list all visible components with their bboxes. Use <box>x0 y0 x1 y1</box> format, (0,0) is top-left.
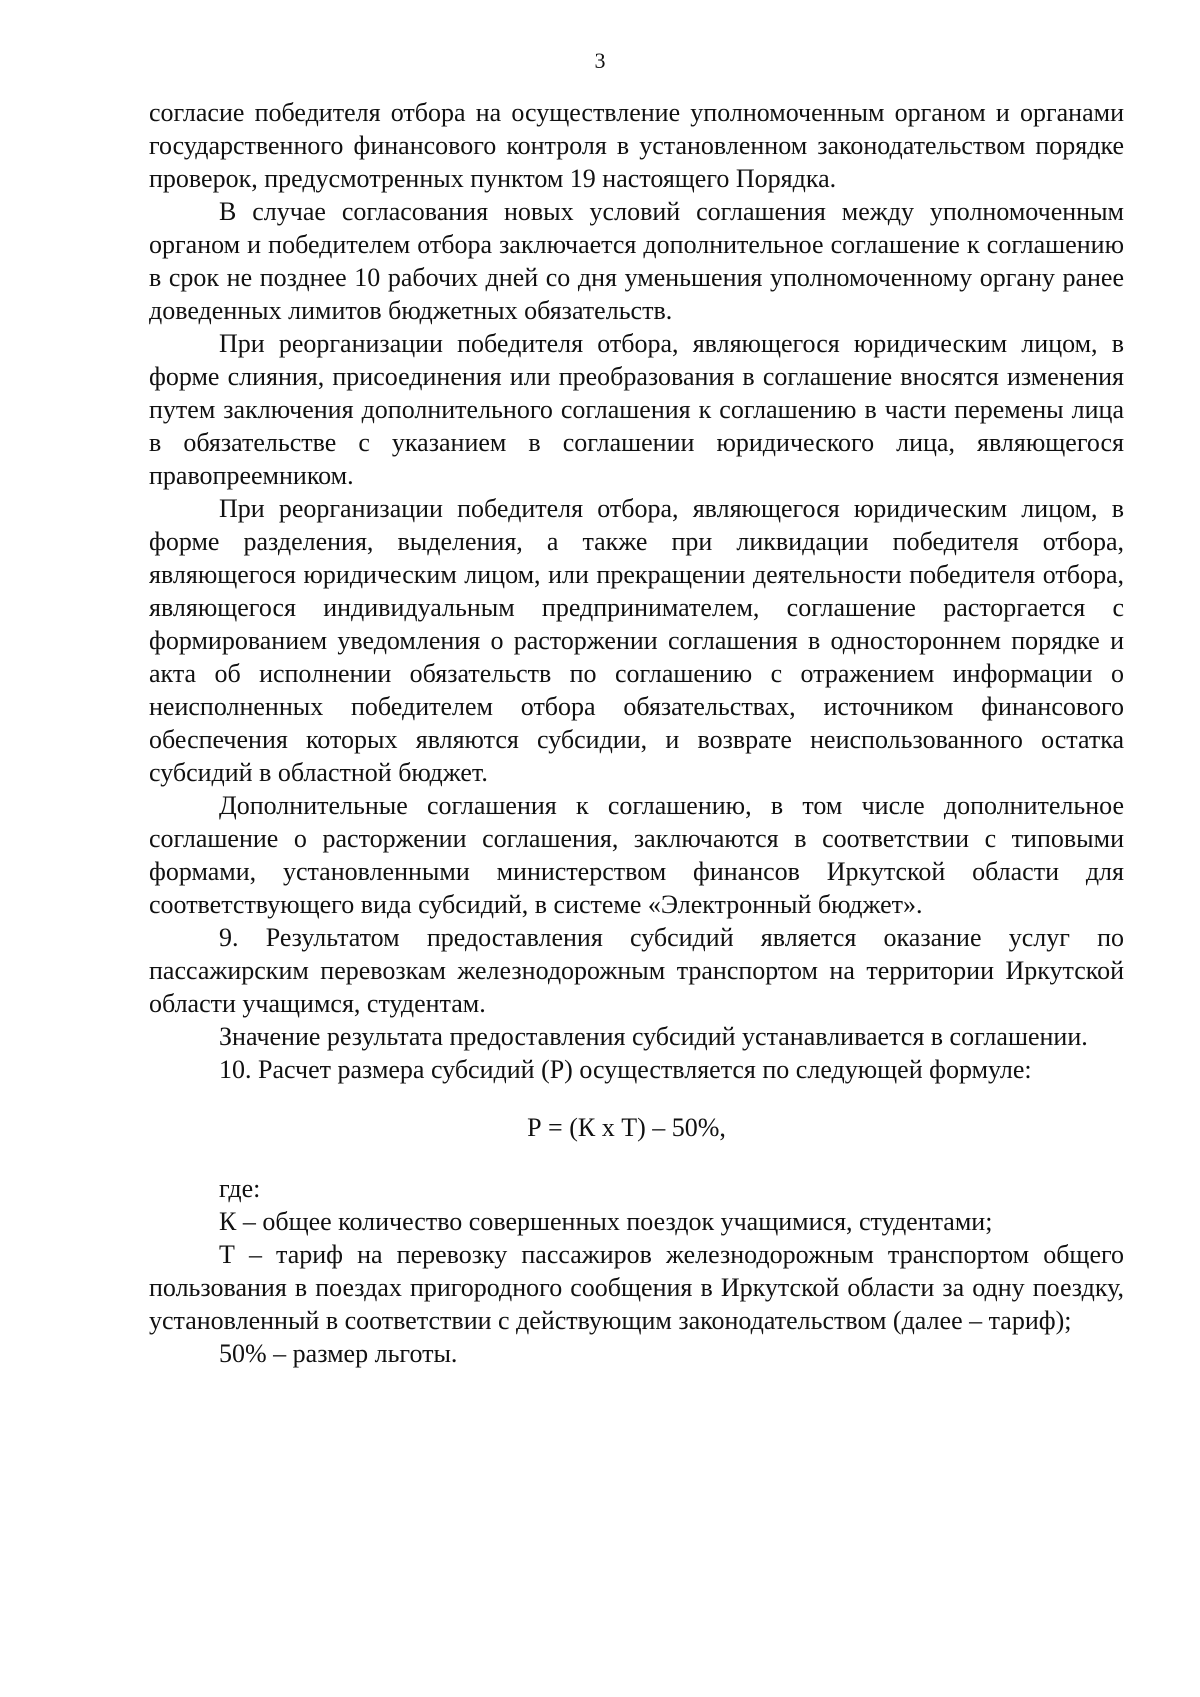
definition-50-percent: 50% – размер льготы. <box>219 1339 458 1368</box>
paragraph-additional-agreements: Дополнительные соглашения к соглашению, в том числе дополнительное соглашение о расторжении соглашения, заключаются в соответствии с типовыми формами, установленными министерством финансов Иркутской области для соответствующего вида субсидий, в системе «Электронный бюджет». <box>149 791 1124 919</box>
formula-expression: Р = (К х Т) – 50%, <box>527 1113 726 1142</box>
paragraph-item-9-result: 9. Результатом предоставления субсидий является оказание услуг по пассажирским перевозкам железнодорожным транспортом на территории Иркутской области учащимся, студентам. <box>149 923 1124 1018</box>
definition-k: К – общее количество совершенных поездок учащимися, студентами; <box>219 1207 993 1236</box>
paragraph-continuation: согласие победителя отбора на осуществление уполномоченным органом и органами государственного финансового контроля в установленном законодательством порядке проверок, предусмотренных пунктом 19 настоящего Порядка. <box>149 98 1124 193</box>
where-label: где: <box>219 1174 261 1203</box>
paragraph-new-conditions: В случае согласования новых условий соглашения между уполномоченным органом и победителем отбора заключается дополнительное соглашение к соглашению в срок не позднее 10 рабочих дней со дня уменьшения уполномоченному органу ранее доведенных лимитов бюджетных обязательств. <box>149 197 1124 325</box>
page-number: 3 <box>594 48 606 73</box>
definition-t: Т – тариф на перевозку пассажиров железнодорожным транспортом общего пользования в поездах пригородного сообщения в Иркутской области за одну поездку, установленный в соответствии с действующим законодательством (далее – тариф); <box>149 1240 1124 1335</box>
formula <box>149 1111 1124 1144</box>
paragraph-reorganization-merger: При реорганизации победителя отбора, являющегося юридическим лицом, в форме слияния, присоединения или преобразования в соглашение вносятся изменения путем заключения дополнительного соглашения к соглашению в части перемены лица в обязательстве с указанием в соглашении юридического лица, являющегося правопреемником. <box>149 329 1124 490</box>
paragraph-item-10-calculation: 10. Расчет размера субсидий (Р) осуществляется по следующей формуле: <box>219 1055 1032 1084</box>
paragraph-result-value: Значение результата предоставления субсидий устанавливается в соглашении. <box>219 1022 1088 1051</box>
document-body <box>149 96 1124 1370</box>
paragraph-reorganization-division: При реорганизации победителя отбора, являющегося юридическим лицом, в форме разделения, выделения, а также при ликвидации победителя отбора, являющегося юридическим лицом, или прекращении деятельности победителя отбора, являющегося индивидуальным предпринимателем, соглашение расторгается с формированием уведомления о расторжении соглашения в одностороннем порядке и акта об исполнении обязательств по соглашению с отражением информации о неисполненных победителем отбора обязательствах, источником финансового обеспечения которых являются субсидии, и возврате неиспользованного остатка субсидий в областной бюджет. <box>149 494 1124 787</box>
